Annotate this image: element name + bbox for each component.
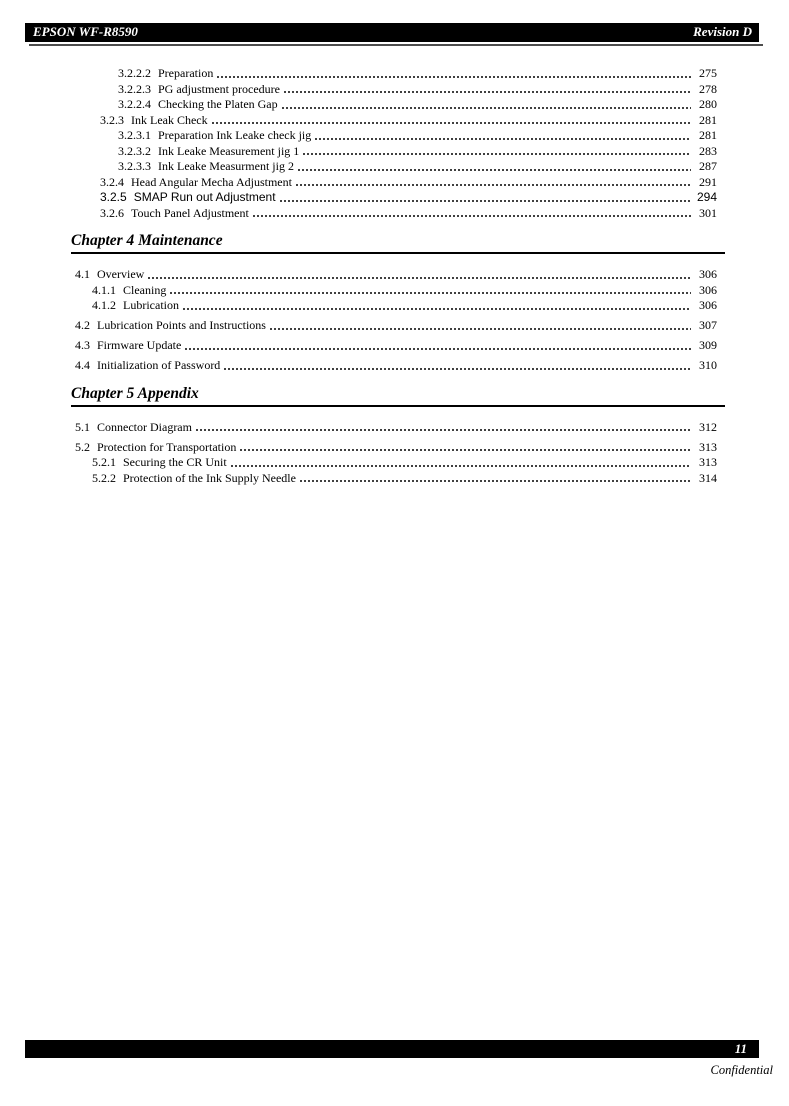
dotted-leader [169,283,691,299]
toc-entry[interactable] [100,113,717,129]
entry-page-number: 306 [699,298,717,312]
entry-title: Protection for Transportation [97,439,237,454]
entry-page-number: 310 [699,358,717,372]
header-revision: Revision D [693,24,752,39]
entry-page-number: 306 [699,282,717,297]
chapter-heading: Chapter 4 Maintenance [71,232,223,249]
dotted-leader [314,128,691,144]
toc-entry[interactable] [75,358,717,374]
toc-entry[interactable] [92,455,717,471]
entry-title: Initialization of Password [97,358,221,372]
entry-number: 4.1.1 [92,282,116,297]
toc-entry[interactable] [118,66,717,82]
dotted-leader [269,318,691,334]
entry-number: 4.4 [75,358,90,372]
dotted-leader [297,159,691,175]
entry-page-number: 314 [699,470,717,485]
dotted-leader [279,190,691,206]
toc-entry[interactable] [100,175,717,191]
entry-title: PG adjustment procedure [158,81,280,96]
dotted-leader [239,440,691,456]
toc-entry[interactable] [92,283,717,299]
entry-page-number: 291 [699,174,717,189]
entry-number: 3.2.3.1 [118,128,151,142]
dotted-leader [211,113,691,129]
chapter-heading: Chapter 5 Appendix [71,384,199,402]
dotted-leader [184,338,691,354]
toc-entry[interactable] [100,190,717,206]
entry-title: Head Angular Mecha Adjustment [131,174,292,189]
entry-page-number: 280 [699,97,717,111]
entry-number: 4.1 [75,267,90,281]
entry-number: 3.2.2.3 [118,81,151,96]
entry-number: 4.2 [75,318,90,332]
footer-bar [25,1040,759,1058]
entry-page-number: 275 [699,66,717,80]
entry-number: 3.2.4 [100,174,124,189]
entry-number: 5.2 [75,439,90,454]
dotted-leader [281,97,691,113]
entry-number: 3.2.3 [100,112,124,127]
toc-entry[interactable] [118,128,717,144]
dotted-leader [182,298,691,314]
entry-title: Lubrication Points and Instructions [97,318,266,332]
dotted-leader [230,455,691,471]
entry-number: 3.2.6 [100,205,124,220]
entry-number: 3.2.3.3 [118,159,151,173]
entry-number: 3.2.3.2 [118,143,151,158]
entry-page-number: 306 [699,267,717,281]
toc-entry[interactable] [118,159,717,175]
entry-number: 5.2.2 [92,470,116,485]
dotted-leader [216,66,691,82]
toc-section [75,66,717,221]
entry-title: Preparation Ink Leake check jig [158,128,312,142]
entry-number: 3.2.5 [100,190,127,204]
dotted-leader [147,267,691,283]
entry-number: 5.1 [75,419,90,434]
entry-title: Touch Panel Adjustment [131,205,249,220]
dotted-leader [195,420,691,436]
entry-title: Overview [97,267,145,281]
entry-page-number: 287 [699,159,717,173]
toc-entry[interactable] [75,420,717,436]
entry-title: Preparation [158,66,214,80]
entry-number: 3.2.2.2 [118,66,151,80]
entry-page-number: 312 [699,419,717,434]
header-bar [25,23,759,42]
entry-page-number: 281 [699,128,717,142]
entry-page-number: 313 [699,455,717,469]
dotted-leader [252,206,691,222]
entry-page-number: 283 [699,143,717,158]
entry-title: Connector Diagram [97,419,192,434]
entry-page-number: 307 [699,318,717,332]
entry-number: 5.2.1 [92,455,116,469]
toc-entry[interactable] [92,471,717,487]
toc-section [71,384,717,487]
chapter-rule [71,405,725,407]
confidential-label: Confidential [710,1063,773,1077]
entry-title: Securing the CR Unit [123,455,227,469]
dotted-leader [299,471,691,487]
header-model: EPSON WF-R8590 [33,24,138,39]
entry-title: Protection of the Ink Supply Needle [123,470,296,485]
dotted-leader [302,144,691,160]
toc-entry[interactable] [100,206,717,222]
entry-number: 3.2.2.4 [118,97,151,111]
toc-entry[interactable] [118,82,717,98]
toc-entry[interactable] [75,338,717,354]
entry-page-number: 301 [699,205,717,220]
toc-entry[interactable] [92,298,717,314]
toc-entry[interactable] [75,318,717,334]
entry-title: Ink Leak Check [131,112,208,127]
toc-entry[interactable] [118,97,717,113]
entry-page-number: 309 [699,338,717,352]
dotted-leader [283,82,691,98]
toc-entry[interactable] [75,440,717,456]
entry-title: Checking the Platen Gap [158,97,278,111]
entry-title: Cleaning [123,282,167,297]
header-bar-shadow [29,44,763,46]
footer-page-number: 11 [734,1040,747,1056]
entry-page-number: 313 [699,439,717,454]
table-of-contents [71,66,717,486]
entry-title: Firmware Update [97,338,182,352]
toc-entry[interactable] [118,144,717,160]
entry-title: Lubrication [123,298,179,312]
entry-page-number: 294 [696,190,717,204]
entry-number: 4.1.2 [92,298,116,312]
dotted-leader [223,358,691,374]
entry-title: Ink Leake Measurment jig 2 [158,159,294,173]
toc-entry[interactable] [75,267,717,283]
entry-page-number: 278 [699,81,717,96]
entry-title: Ink Leake Measurement jig 1 [158,143,300,158]
entry-title: SMAP Run out Adjustment [133,190,276,204]
entry-number: 4.3 [75,338,90,352]
chapter-rule [71,252,725,254]
dotted-leader [295,175,691,191]
entry-page-number: 281 [699,112,717,127]
toc-section [71,232,717,374]
